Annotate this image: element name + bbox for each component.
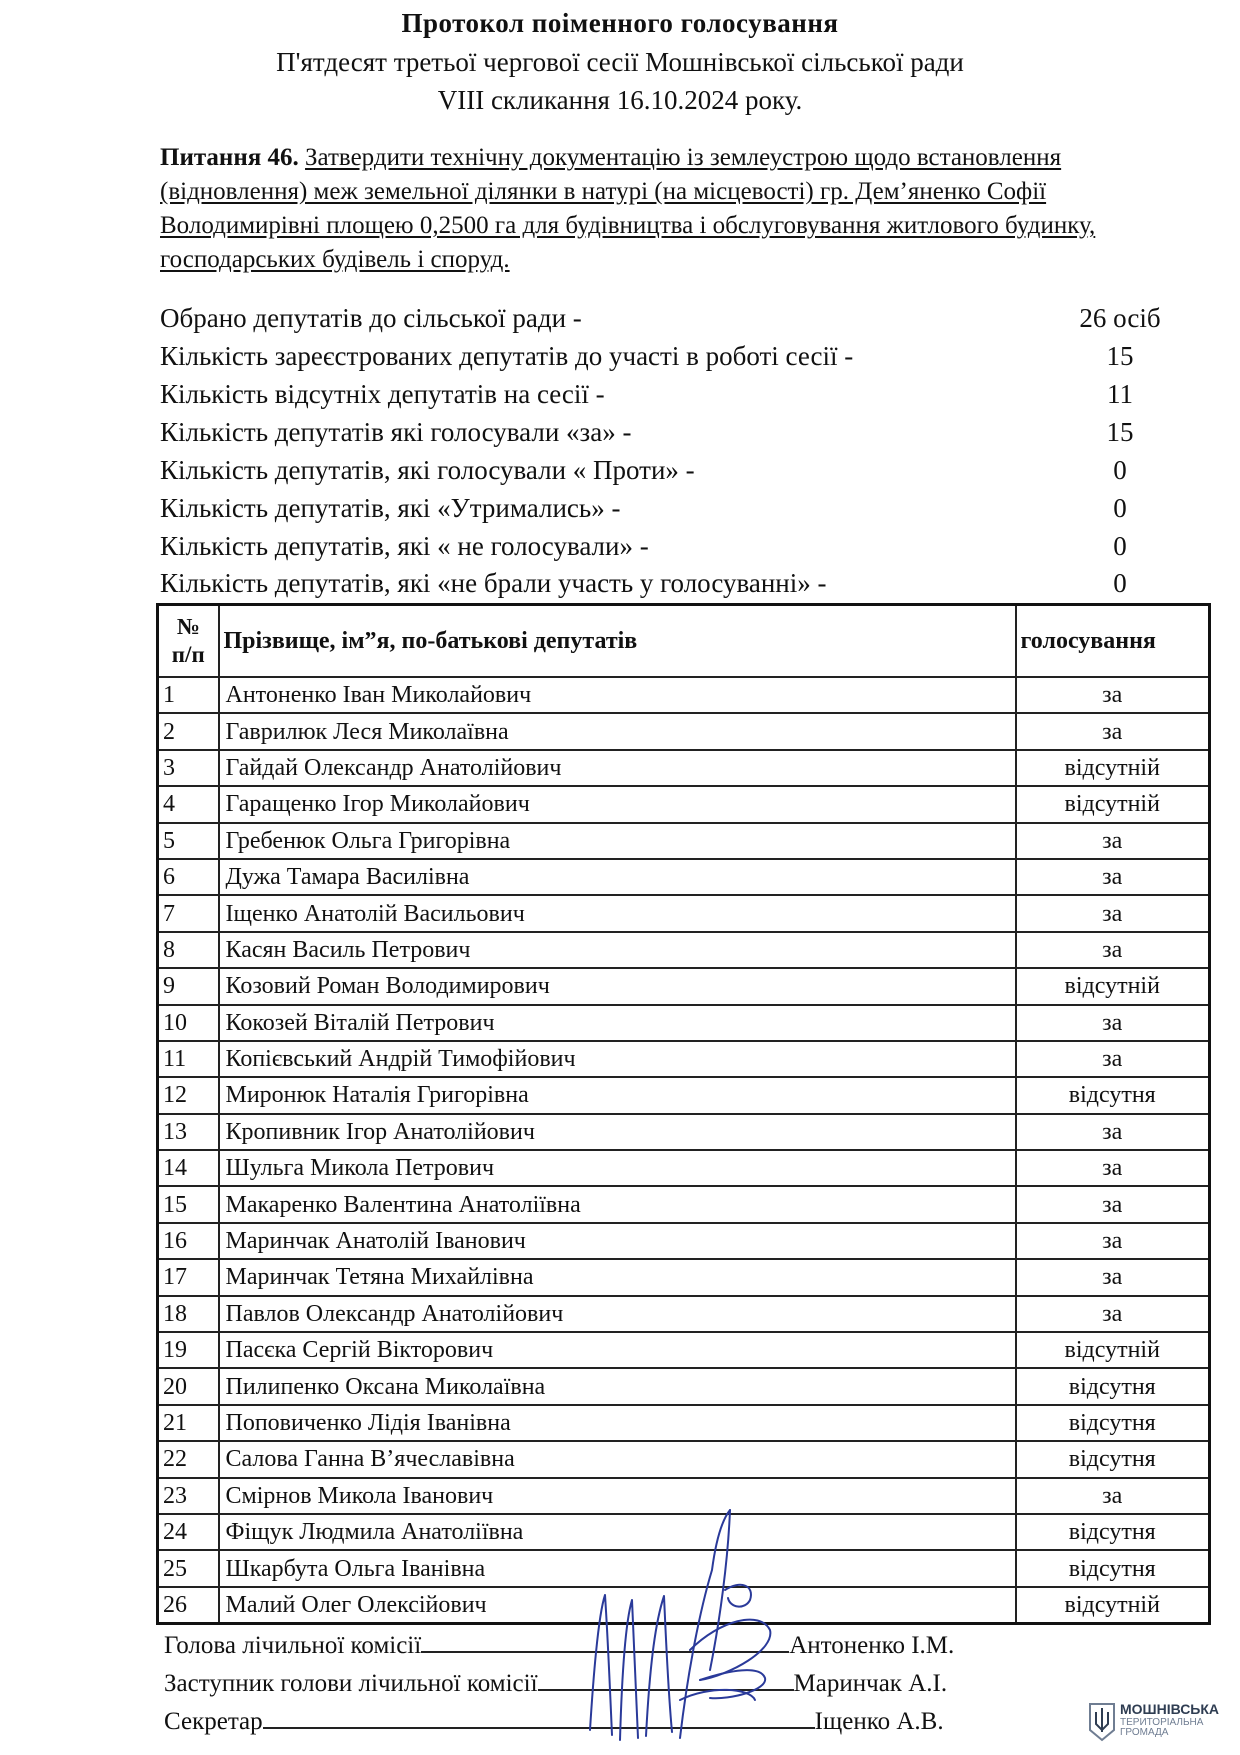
deputy-name: Дужа Тамара Василівна — [219, 859, 1016, 895]
stat-value: 11 — [1107, 379, 1133, 409]
vote-result: за — [1016, 1150, 1210, 1186]
table-row — [158, 1186, 1210, 1222]
deputy-name: Іщенко Анатолій Васильович — [219, 895, 1016, 931]
stat-row — [160, 376, 1160, 412]
stat-label: Кількість депутатів, які «не брали участь у голосуванні» - — [160, 568, 827, 598]
deputy-name: Касян Василь Петрович — [219, 932, 1016, 968]
row-number: 19 — [158, 1332, 219, 1368]
stat-row — [160, 414, 1160, 450]
deputy-name: Гайдай Олександр Анатолійович — [219, 750, 1016, 786]
vote-result: за — [1016, 1041, 1210, 1077]
row-number: 11 — [158, 1041, 219, 1077]
row-number: 22 — [158, 1441, 219, 1477]
table-row — [158, 1223, 1210, 1259]
vote-result: відсутній — [1016, 786, 1210, 822]
vote-result: за — [1016, 1296, 1210, 1332]
table-row — [158, 1077, 1210, 1113]
table-row — [158, 1041, 1210, 1077]
vote-result: відсутній — [1016, 1332, 1210, 1368]
vote-result: за — [1016, 1478, 1210, 1514]
stat-row — [160, 300, 1160, 336]
deputy-name: Козовий Роман Володимирович — [219, 968, 1016, 1004]
handwritten-signature — [560, 1500, 820, 1750]
question-block — [160, 141, 1160, 277]
row-number: 6 — [158, 859, 219, 895]
row-number: 3 — [158, 750, 219, 786]
header-vote: голосування — [1016, 605, 1210, 678]
table-row — [158, 1368, 1210, 1404]
signature-line-secretary — [164, 1705, 944, 1738]
vote-result: за — [1016, 932, 1210, 968]
table-row — [158, 859, 1210, 895]
deputy-name: Антоненко Іван Миколайович — [219, 677, 1016, 713]
stat-value: 15 — [1106, 417, 1134, 447]
table-row — [158, 1441, 1210, 1477]
trident-emblem-icon — [1088, 1702, 1116, 1742]
stat-row — [160, 338, 1160, 374]
logo-name: МОШНІВСЬКА — [1120, 1701, 1220, 1717]
votes-table-body — [158, 677, 1210, 1624]
vote-result: за — [1016, 1259, 1210, 1295]
table-row — [158, 968, 1210, 1004]
question-text: Затвердити технічну документацію із землеустрою щодо встановлення (відновлення) меж земельної ділянки в натурі (на місцевості) гр. Дем’яненко Софії Володимирівні площею 0,2500 га для будівництва і обслуговування житлового будинку, господарських будівель і споруд. — [160, 144, 1096, 273]
header-number — [158, 605, 219, 678]
deputy-name: Гаврилюк Леся Миколаївна — [219, 713, 1016, 749]
signature-name: Антоненко І.М. — [789, 1632, 955, 1659]
vote-result: за — [1016, 1114, 1210, 1150]
vote-result: відсутня — [1016, 1368, 1210, 1404]
logo-sub2: ГРОМАДА — [1120, 1727, 1169, 1738]
protocol-title: Протокол поіменного голосування — [401, 8, 839, 38]
table-header-row — [158, 605, 1210, 678]
stat-value: 26 осіб — [1079, 303, 1161, 333]
row-number: 13 — [158, 1114, 219, 1150]
deputy-name: Гребенюк Ольга Григорівна — [219, 823, 1016, 859]
table-row — [158, 750, 1210, 786]
stat-label: Кількість депутатів які голосували «за» - — [160, 417, 632, 447]
question-number: Питання 46. — [160, 144, 299, 171]
deputy-name: Малий Олег Олексійович — [219, 1587, 1016, 1624]
table-row — [158, 932, 1210, 968]
deputy-name: Кокозей Віталій Петрович — [219, 1005, 1016, 1041]
stat-value: 0 — [1113, 531, 1127, 561]
stat-row — [160, 565, 1160, 601]
vote-result: за — [1016, 895, 1210, 931]
vote-result: відсутня — [1016, 1550, 1210, 1586]
session-title: П'ятдесят третьої чергової сесії Мошнівської сільської ради — [276, 47, 964, 77]
row-number: 26 — [158, 1587, 219, 1624]
header-number-line1: № — [176, 614, 200, 639]
deputy-name: Маринчак Тетяна Михайлівна — [219, 1259, 1016, 1295]
stat-label: Кількість зареєстрованих депутатів до участі в роботі сесії - — [160, 341, 854, 371]
deputy-name: Кропивник Ігор Анатолійович — [219, 1114, 1016, 1150]
stat-value: 0 — [1113, 455, 1127, 485]
signature-role: Заступник голови лічильної комісії — [164, 1670, 538, 1697]
row-number: 15 — [158, 1186, 219, 1222]
row-number: 2 — [158, 713, 219, 749]
vote-result: за — [1016, 1223, 1210, 1259]
signature-role: Секретар — [164, 1708, 263, 1735]
table-row — [158, 1332, 1210, 1368]
table-row — [158, 1296, 1210, 1332]
deputy-name: Шульга Микола Петрович — [219, 1150, 1016, 1186]
deputy-name: Поповиченко Лідія Іванівна — [219, 1405, 1016, 1441]
vote-result: за — [1016, 823, 1210, 859]
deputy-name: Гаращенко Ігор Миколайович — [219, 786, 1016, 822]
deputy-name: Макаренко Валентина Анатоліївна — [219, 1186, 1016, 1222]
deputy-name: Смірнов Микола Іванович — [219, 1478, 1016, 1514]
vote-result: відсутній — [1016, 750, 1210, 786]
row-number: 1 — [158, 677, 219, 713]
stat-row — [160, 528, 1160, 564]
deputy-name: Пасєка Сергій Вікторович — [219, 1332, 1016, 1368]
row-number: 7 — [158, 895, 219, 931]
row-number: 9 — [158, 968, 219, 1004]
signature-line-deputy — [164, 1667, 947, 1700]
stat-value: 0 — [1113, 568, 1127, 598]
stat-label: Кількість депутатів, які «Утримались» - — [160, 493, 621, 523]
row-number: 5 — [158, 823, 219, 859]
stat-row — [160, 490, 1160, 526]
row-number: 23 — [158, 1478, 219, 1514]
vote-result: відсутній — [1016, 968, 1210, 1004]
row-number: 16 — [158, 1223, 219, 1259]
signature-name: Іщенко А.В. — [814, 1708, 944, 1735]
table-row — [158, 823, 1210, 859]
stat-label: Кількість депутатів, які голосували « Проти» - — [160, 455, 695, 485]
stat-label: Обрано депутатів до сільської ради - — [160, 303, 582, 333]
vote-result: відсутня — [1016, 1514, 1210, 1550]
stat-row — [160, 452, 1160, 488]
logo-sub1: ТЕРИТОРІАЛЬНА — [1120, 1717, 1204, 1728]
row-number: 20 — [158, 1368, 219, 1404]
row-number: 18 — [158, 1296, 219, 1332]
vote-result: за — [1016, 677, 1210, 713]
row-number: 14 — [158, 1150, 219, 1186]
header-number-line2: п/п — [171, 642, 205, 667]
row-number: 24 — [158, 1514, 219, 1550]
deputy-name: Пилипенко Оксана Миколаївна — [219, 1368, 1016, 1404]
signature-role: Голова лічильної комісії — [164, 1632, 422, 1659]
row-number: 17 — [158, 1259, 219, 1295]
table-row — [158, 1114, 1210, 1150]
community-logo — [1088, 1700, 1233, 1745]
row-number: 25 — [158, 1550, 219, 1586]
deputy-name: Салова Ганна В’ячеславівна — [219, 1441, 1016, 1477]
signature-name: Маринчак А.І. — [793, 1670, 948, 1697]
convocation-date: VIII скликання 16.10.2024 року. — [437, 85, 803, 115]
deputy-name: Маринчак Анатолій Іванович — [219, 1223, 1016, 1259]
table-row — [158, 895, 1210, 931]
stat-value: 15 — [1106, 341, 1134, 371]
row-number: 10 — [158, 1005, 219, 1041]
stat-value: 0 — [1113, 493, 1127, 523]
table-row — [158, 713, 1210, 749]
vote-result: відсутня — [1016, 1405, 1210, 1441]
table-row — [158, 1259, 1210, 1295]
row-number: 4 — [158, 786, 219, 822]
header-name: Прізвище, ім”я, по-батькові депутатів — [219, 605, 1016, 678]
row-number: 12 — [158, 1077, 219, 1113]
vote-result: відсутня — [1016, 1441, 1210, 1477]
deputy-name: Миронюк Наталія Григорівна — [219, 1077, 1016, 1113]
deputy-name: Павлов Олександр Анатолійович — [219, 1296, 1016, 1332]
stat-label: Кількість відсутніх депутатів на сесії - — [160, 379, 605, 409]
votes-table — [156, 603, 1211, 1625]
row-number: 8 — [158, 932, 219, 968]
vote-result: відсутня — [1016, 1077, 1210, 1113]
table-row — [158, 1150, 1210, 1186]
vote-result: за — [1016, 859, 1210, 895]
deputy-name: Копієвський Андрій Тимофійович — [219, 1041, 1016, 1077]
vote-result: за — [1016, 1005, 1210, 1041]
vote-result: за — [1016, 713, 1210, 749]
row-number: 21 — [158, 1405, 219, 1441]
vote-result: відсутній — [1016, 1587, 1210, 1624]
table-row — [158, 677, 1210, 713]
vote-result: за — [1016, 1186, 1210, 1222]
table-row — [158, 786, 1210, 822]
table-row — [158, 1405, 1210, 1441]
stat-label: Кількість депутатів, які « не голосували» - — [160, 531, 649, 561]
deputy-name: Фіщук Людмила Анатоліївна — [219, 1514, 1016, 1550]
deputy-name: Шкарбута Ольга Іванівна — [219, 1550, 1016, 1586]
table-row — [158, 1005, 1210, 1041]
